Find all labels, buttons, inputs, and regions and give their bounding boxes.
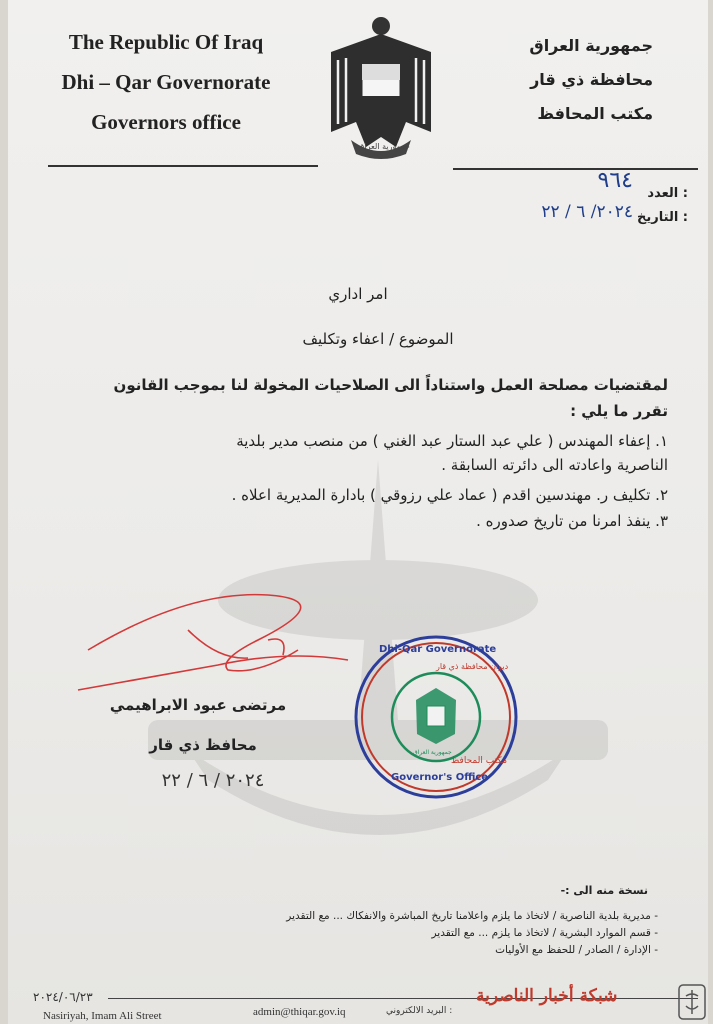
header-ar-republic: جمهورية العراق (529, 36, 653, 55)
footer-email-label: : البريد الالكتروني (386, 1006, 453, 1016)
header-ar-office: مكتب المحافظ (537, 104, 653, 123)
copies-item-2: - قسم الموارد البشرية / لاتخاذ ما يلزم ... مع التقدير (431, 927, 658, 939)
stamp-inner-text: جمهورية العراق (413, 749, 452, 756)
order-title: امر اداري (328, 285, 388, 303)
news-logo-icon (678, 984, 706, 1020)
footer-address: Nasiriyah, Imam Ali Street (43, 1010, 162, 1022)
ref-date-label: : التاريخ (637, 210, 688, 225)
header-ar-governorate: محافظة ذي قار (530, 70, 653, 89)
iraq-eagle-emblem (326, 12, 436, 162)
ref-number-value: ٩٦٤ (597, 168, 633, 193)
governor-office-stamp (351, 632, 521, 802)
stamp-bottom-ar: مكتب المحافظ (451, 756, 508, 766)
emblem-caption: جمهورية العراق (358, 142, 410, 151)
order-decide: تقرر ما يلي : (570, 402, 668, 420)
document-page (8, 0, 708, 1024)
footer-email: admin@thiqar.gov.iq (253, 1006, 346, 1018)
signature-scribble (68, 580, 358, 700)
order-item-3: ٣. ينفذ امرنا من تاريخ صدوره . (476, 512, 668, 530)
copies-item-1: - مديرية بلدية الناصرية / لاتخاذ ما يلزم واعلامنا تاريخ المباشرة والانفكاك ... مع التقدير (286, 910, 658, 922)
order-intro: لمقتضيات مصلحة العمل واستناداً الى الصلاحيات المخولة لنا بموجب القانون (113, 376, 668, 394)
order-subject: الموضوع / اعفاء وتكليف (302, 330, 454, 348)
copies-item-3: - الإدارة / الصادر / للحفظ مع الأوليات (495, 944, 658, 956)
signatory-date: ٢٠٢٤ / ٦ / ٢٢ (161, 770, 265, 791)
header-en-office: Governors office (91, 110, 241, 134)
stamp-top-en: Dhi-Qar Governorate (379, 644, 497, 655)
stamp-top-ar: ديوان محافظة ذي قار (436, 662, 509, 671)
order-item-1-cont: الناصرية واعادته الى دائرته السابقة . (441, 456, 668, 474)
stamp-bottom-en: Governor's Office (391, 772, 489, 783)
ref-number-label: : العدد (647, 186, 688, 201)
order-item-2: ٢. تكليف ر. مهندسين اقدم ( عماد علي رزوقي ) بادارة المديرية اعلاه . (231, 486, 668, 504)
news-network-logo: شبكة أخبار الناصرية (476, 986, 618, 1006)
signatory-title: محافظ ذي قار (149, 736, 257, 754)
footer-date: ٢٠٢٤/٠٦/٢٣ (33, 990, 93, 1004)
signatory-name: مرتضى عبود الابراهيمي (109, 696, 287, 714)
order-item-1: ١. إعفاء المهندس ( علي عبد الستار عبد الغني ) من منصب مدير بلدية (236, 432, 668, 450)
header-en-governorate: Dhi – Qar Governorate (61, 70, 271, 94)
ref-date-value: ٢٠٢٤/ ٦ / ٢٢ (541, 202, 633, 222)
copies-heading: نسخة منه الى :- (560, 884, 648, 897)
header-en-republic: The Republic Of Iraq (68, 30, 264, 54)
header-rule-right (453, 168, 698, 170)
header-rule-left (48, 165, 318, 167)
